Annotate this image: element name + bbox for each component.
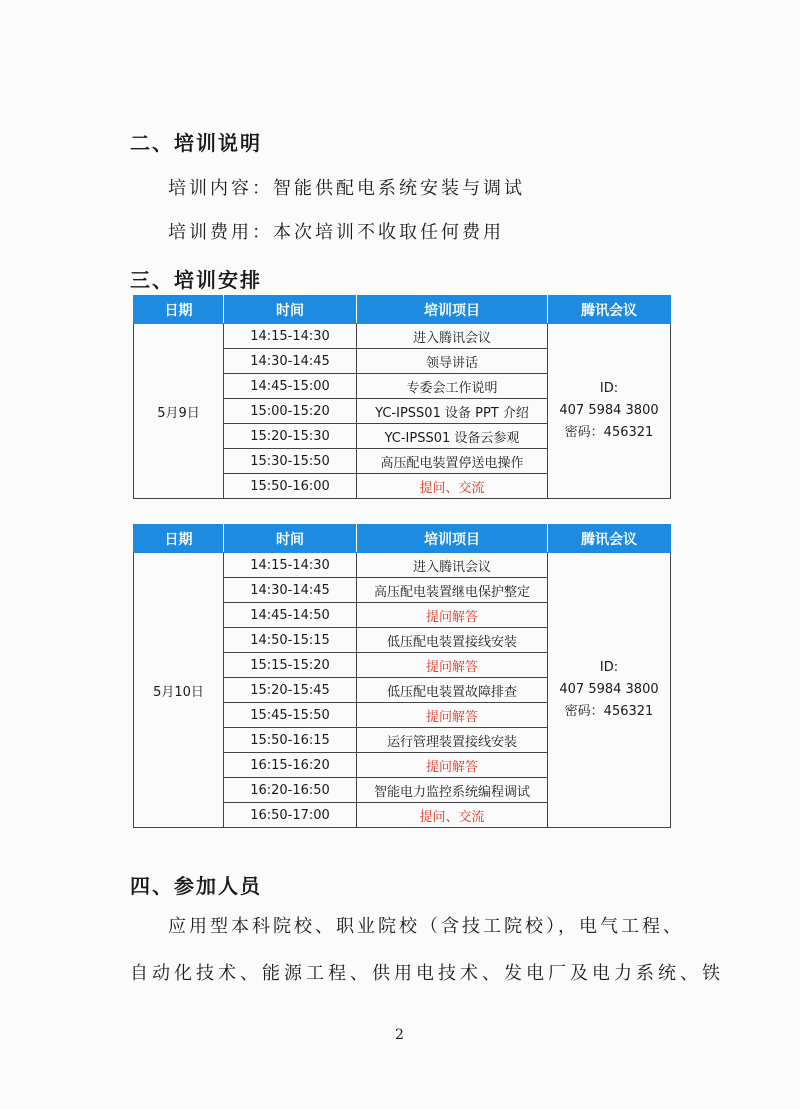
time-cell: 16:50-17:00 bbox=[224, 803, 357, 828]
item-cell: 高压配电装置停送电操作 bbox=[357, 449, 548, 474]
header-meeting: 腾讯会议 bbox=[548, 525, 671, 553]
time-cell: 16:20-16:50 bbox=[224, 778, 357, 803]
time-cell: 15:50-16:00 bbox=[224, 474, 357, 499]
item-cell: 提问、交流 bbox=[357, 474, 548, 499]
section-heading-schedule: 三、培训安排 bbox=[130, 268, 262, 292]
item-cell: 高压配电装置继电保护整定 bbox=[357, 578, 548, 603]
time-cell: 15:30-15:50 bbox=[224, 449, 357, 474]
time-cell: 15:20-15:30 bbox=[224, 424, 357, 449]
time-cell: 15:00-15:20 bbox=[224, 399, 357, 424]
item-cell: 运行管理装置接线安装 bbox=[357, 728, 548, 753]
time-cell: 15:50-16:15 bbox=[224, 728, 357, 753]
item-cell: 智能电力监控系统编程调试 bbox=[357, 778, 548, 803]
item-cell: 提问解答 bbox=[357, 653, 548, 678]
header-time: 时间 bbox=[224, 296, 357, 324]
item-cell: 进入腾讯会议 bbox=[357, 553, 548, 578]
meeting-cell bbox=[548, 324, 671, 499]
table-row bbox=[134, 553, 671, 578]
time-cell: 14:45-14:50 bbox=[224, 603, 357, 628]
time-cell: 14:30-14:45 bbox=[224, 349, 357, 374]
meeting-number: 407 5984 3800 bbox=[559, 682, 659, 697]
time-cell: 15:20-15:45 bbox=[224, 678, 357, 703]
item-cell: 进入腾讯会议 bbox=[357, 324, 548, 349]
time-cell: 15:45-15:50 bbox=[224, 703, 357, 728]
item-cell: 提问、交流 bbox=[357, 803, 548, 828]
item-cell: 提问解答 bbox=[357, 753, 548, 778]
section-heading-training-info: 二、培训说明 bbox=[130, 131, 262, 155]
item-cell: YC-IPSS01 设备云参观 bbox=[357, 424, 548, 449]
time-cell: 14:15-14:30 bbox=[224, 553, 357, 578]
participants-line-2: 自动化技术、能源工程、供用电技术、发电厂及电力系统、铁 bbox=[130, 963, 724, 984]
header-date: 日期 bbox=[134, 296, 224, 324]
participants-line-1: 应用型本科院校、职业院校（含技工院校），电气工程、 bbox=[168, 916, 684, 937]
time-cell: 15:15-15:20 bbox=[224, 653, 357, 678]
time-cell: 16:15-16:20 bbox=[224, 753, 357, 778]
date-cell: 5月9日 bbox=[134, 324, 224, 499]
header-date: 日期 bbox=[134, 525, 224, 553]
table-row bbox=[134, 324, 671, 349]
table-header-row bbox=[134, 296, 671, 324]
time-cell: 14:45-15:00 bbox=[224, 374, 357, 399]
section-heading-participants: 四、参加人员 bbox=[130, 874, 262, 898]
meeting-number: 407 5984 3800 bbox=[559, 403, 659, 418]
meeting-id-label: ID: bbox=[599, 660, 619, 675]
time-cell: 14:50-15:15 bbox=[224, 628, 357, 653]
header-item: 培训项目 bbox=[357, 525, 548, 553]
meeting-cell bbox=[548, 553, 671, 828]
date-cell: 5月10日 bbox=[134, 553, 224, 828]
item-cell: YC-IPSS01 设备 PPT 介绍 bbox=[357, 399, 548, 424]
item-cell: 提问解答 bbox=[357, 703, 548, 728]
item-cell: 专委会工作说明 bbox=[357, 374, 548, 399]
schedule-table-day1 bbox=[133, 295, 671, 499]
item-cell: 提问解答 bbox=[357, 603, 548, 628]
table-header-row bbox=[134, 525, 671, 553]
time-cell: 14:30-14:45 bbox=[224, 578, 357, 603]
page-number: 2 bbox=[395, 1027, 404, 1043]
schedule-table-day2 bbox=[133, 524, 671, 828]
meeting-id-label: ID: bbox=[599, 381, 619, 396]
item-cell: 领导讲话 bbox=[357, 349, 548, 374]
item-cell: 低压配电装置故障排查 bbox=[357, 678, 548, 703]
training-content: 培训内容：智能供配电系统安装与调试 bbox=[168, 178, 525, 199]
meeting-password: 密码：456321 bbox=[564, 425, 654, 440]
meeting-password: 密码：456321 bbox=[564, 704, 654, 719]
training-fee: 培训费用：本次培训不收取任何费用 bbox=[168, 222, 504, 243]
header-item: 培训项目 bbox=[357, 296, 548, 324]
header-time: 时间 bbox=[224, 525, 357, 553]
item-cell: 低压配电装置接线安装 bbox=[357, 628, 548, 653]
header-meeting: 腾讯会议 bbox=[548, 296, 671, 324]
time-cell: 14:15-14:30 bbox=[224, 324, 357, 349]
